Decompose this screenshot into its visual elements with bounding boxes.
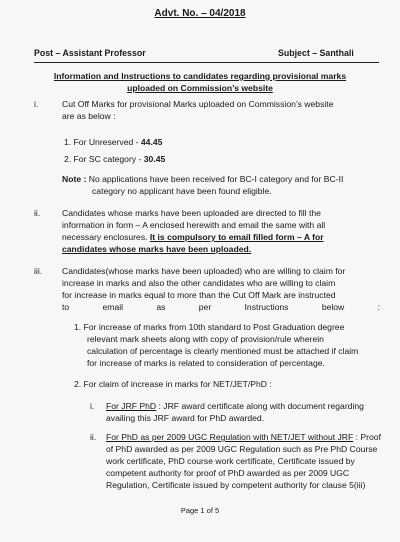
section-3-line4: [62, 301, 380, 313]
instruction-1: [74, 321, 380, 369]
sub-item-i: [106, 400, 380, 424]
section-2-line1: Candidates whose marks have been uploaded are directed to fill the: [62, 208, 321, 218]
advertisement-number: Advt. No. – 04/2018: [154, 8, 246, 19]
sub-item-ii-line5: Regulation, Certificate issued by competent authority for clause 5(iii): [106, 480, 366, 490]
line4-word: :: [377, 302, 380, 312]
instruction-1-line2: relevant mark sheets along with copy of provision/rule wherein: [87, 334, 324, 344]
sub-item-ii-label: For PhD as per 2009 UGC Regulation with NET/JET without JRF: [106, 432, 354, 442]
sub-item-ii-line2: of PhD awarded as per 2009 UGC Regulation such as Pre PhD Course: [106, 444, 378, 454]
cutoff-unreserved: [64, 136, 162, 148]
cutoff-sc: [64, 153, 165, 165]
instruction-1-line1: 1. For increase of marks from 10th standard to Post Graduation degree: [74, 322, 345, 332]
sub-item-ii-number: ii.: [90, 432, 97, 442]
sub-item-i-line1: : JRF award certificate along with document regarding: [158, 401, 364, 411]
instruction-1-line4: for increase of marks is related to consideration of percentage.: [87, 358, 325, 368]
sub-item-i-label: For JRF PhD: [106, 401, 157, 411]
info-heading: [50, 70, 350, 94]
section-3-text: [62, 265, 380, 313]
section-2-line2: information in form – A enclosed herewith and email the same with all: [62, 220, 326, 230]
header-divider: [34, 62, 379, 63]
cutoff-unreserved-value: 44.45: [140, 137, 163, 147]
subject-title: Subject – Santhali: [278, 48, 354, 58]
sub-item-i-number: i.: [90, 401, 95, 411]
section-3-line3: for increase in marks equal to more than the Cut Off Mark are instructed: [62, 290, 336, 300]
sub-item-ii-tail: : Proof: [355, 432, 381, 442]
sub-item-ii-line3: work certificate, PhD course work certificate, Certificate issued by: [106, 456, 355, 466]
instruction-2: 2. For claim of increase in marks for NET/JET/PhD :: [74, 379, 272, 389]
section-3-line1: Candidates(whose marks have been uploaded) who are willing to claim for: [62, 266, 346, 276]
section-1-note: [62, 173, 380, 197]
cutoff-unreserved-label: 1. For Unreserved -: [64, 137, 139, 147]
section-1-line2: are as below :: [62, 111, 116, 121]
note-label: Note :: [62, 174, 87, 184]
section-2-number: ii.: [34, 208, 41, 218]
section-3-number: iii.: [34, 266, 43, 276]
post-title: Post – Assistant Professor: [34, 48, 146, 58]
section-2-line3: necessary enclosures.: [62, 232, 148, 242]
cutoff-sc-label: 2. For SC category -: [64, 154, 142, 164]
section-3-line2: increase in marks and also the other candidates who are willing to claim: [62, 278, 336, 288]
sub-item-i-line2: availing this JRF award for PhD awarded.: [106, 413, 265, 423]
section-2-text: [62, 207, 380, 255]
section-1-text: [62, 98, 380, 122]
note-line2: category no applicant have been found eligible.: [92, 186, 272, 196]
info-heading-line2: uploaded on Commission’s website: [127, 83, 273, 93]
line4-word: below: [321, 302, 345, 312]
section-1-number: i.: [34, 99, 39, 109]
note-line1: No applications have been received for BC-I category and for BC-II: [88, 174, 344, 184]
sub-item-ii: [106, 431, 380, 491]
instruction-1-line3: calculation of percentage is clearly mentioned must be attached if claim: [87, 346, 359, 356]
page-footer: Page 1 of 5: [180, 506, 220, 515]
sub-item-ii-line4: competent authority for proof of PhD awarded as per 2009 UGC: [106, 468, 350, 478]
line4-word: email: [102, 302, 124, 312]
line4-word: Instructions: [244, 302, 289, 312]
section-2-emphasis-1: It is compulsory to email filled form – A for: [149, 232, 324, 242]
info-heading-line1: Information and Instructions to candidates regarding provisional marks: [53, 71, 347, 81]
cutoff-sc-value: 30.45: [143, 154, 166, 164]
section-2-emphasis-2: candidates whose marks have been uploaded.: [62, 244, 252, 254]
line4-word: as: [156, 302, 166, 312]
line4-word: to: [62, 302, 70, 312]
line4-word: per: [198, 302, 212, 312]
section-1-line1: Cut Off Marks for provisional Marks uploaded on Commission’s website: [62, 99, 334, 109]
